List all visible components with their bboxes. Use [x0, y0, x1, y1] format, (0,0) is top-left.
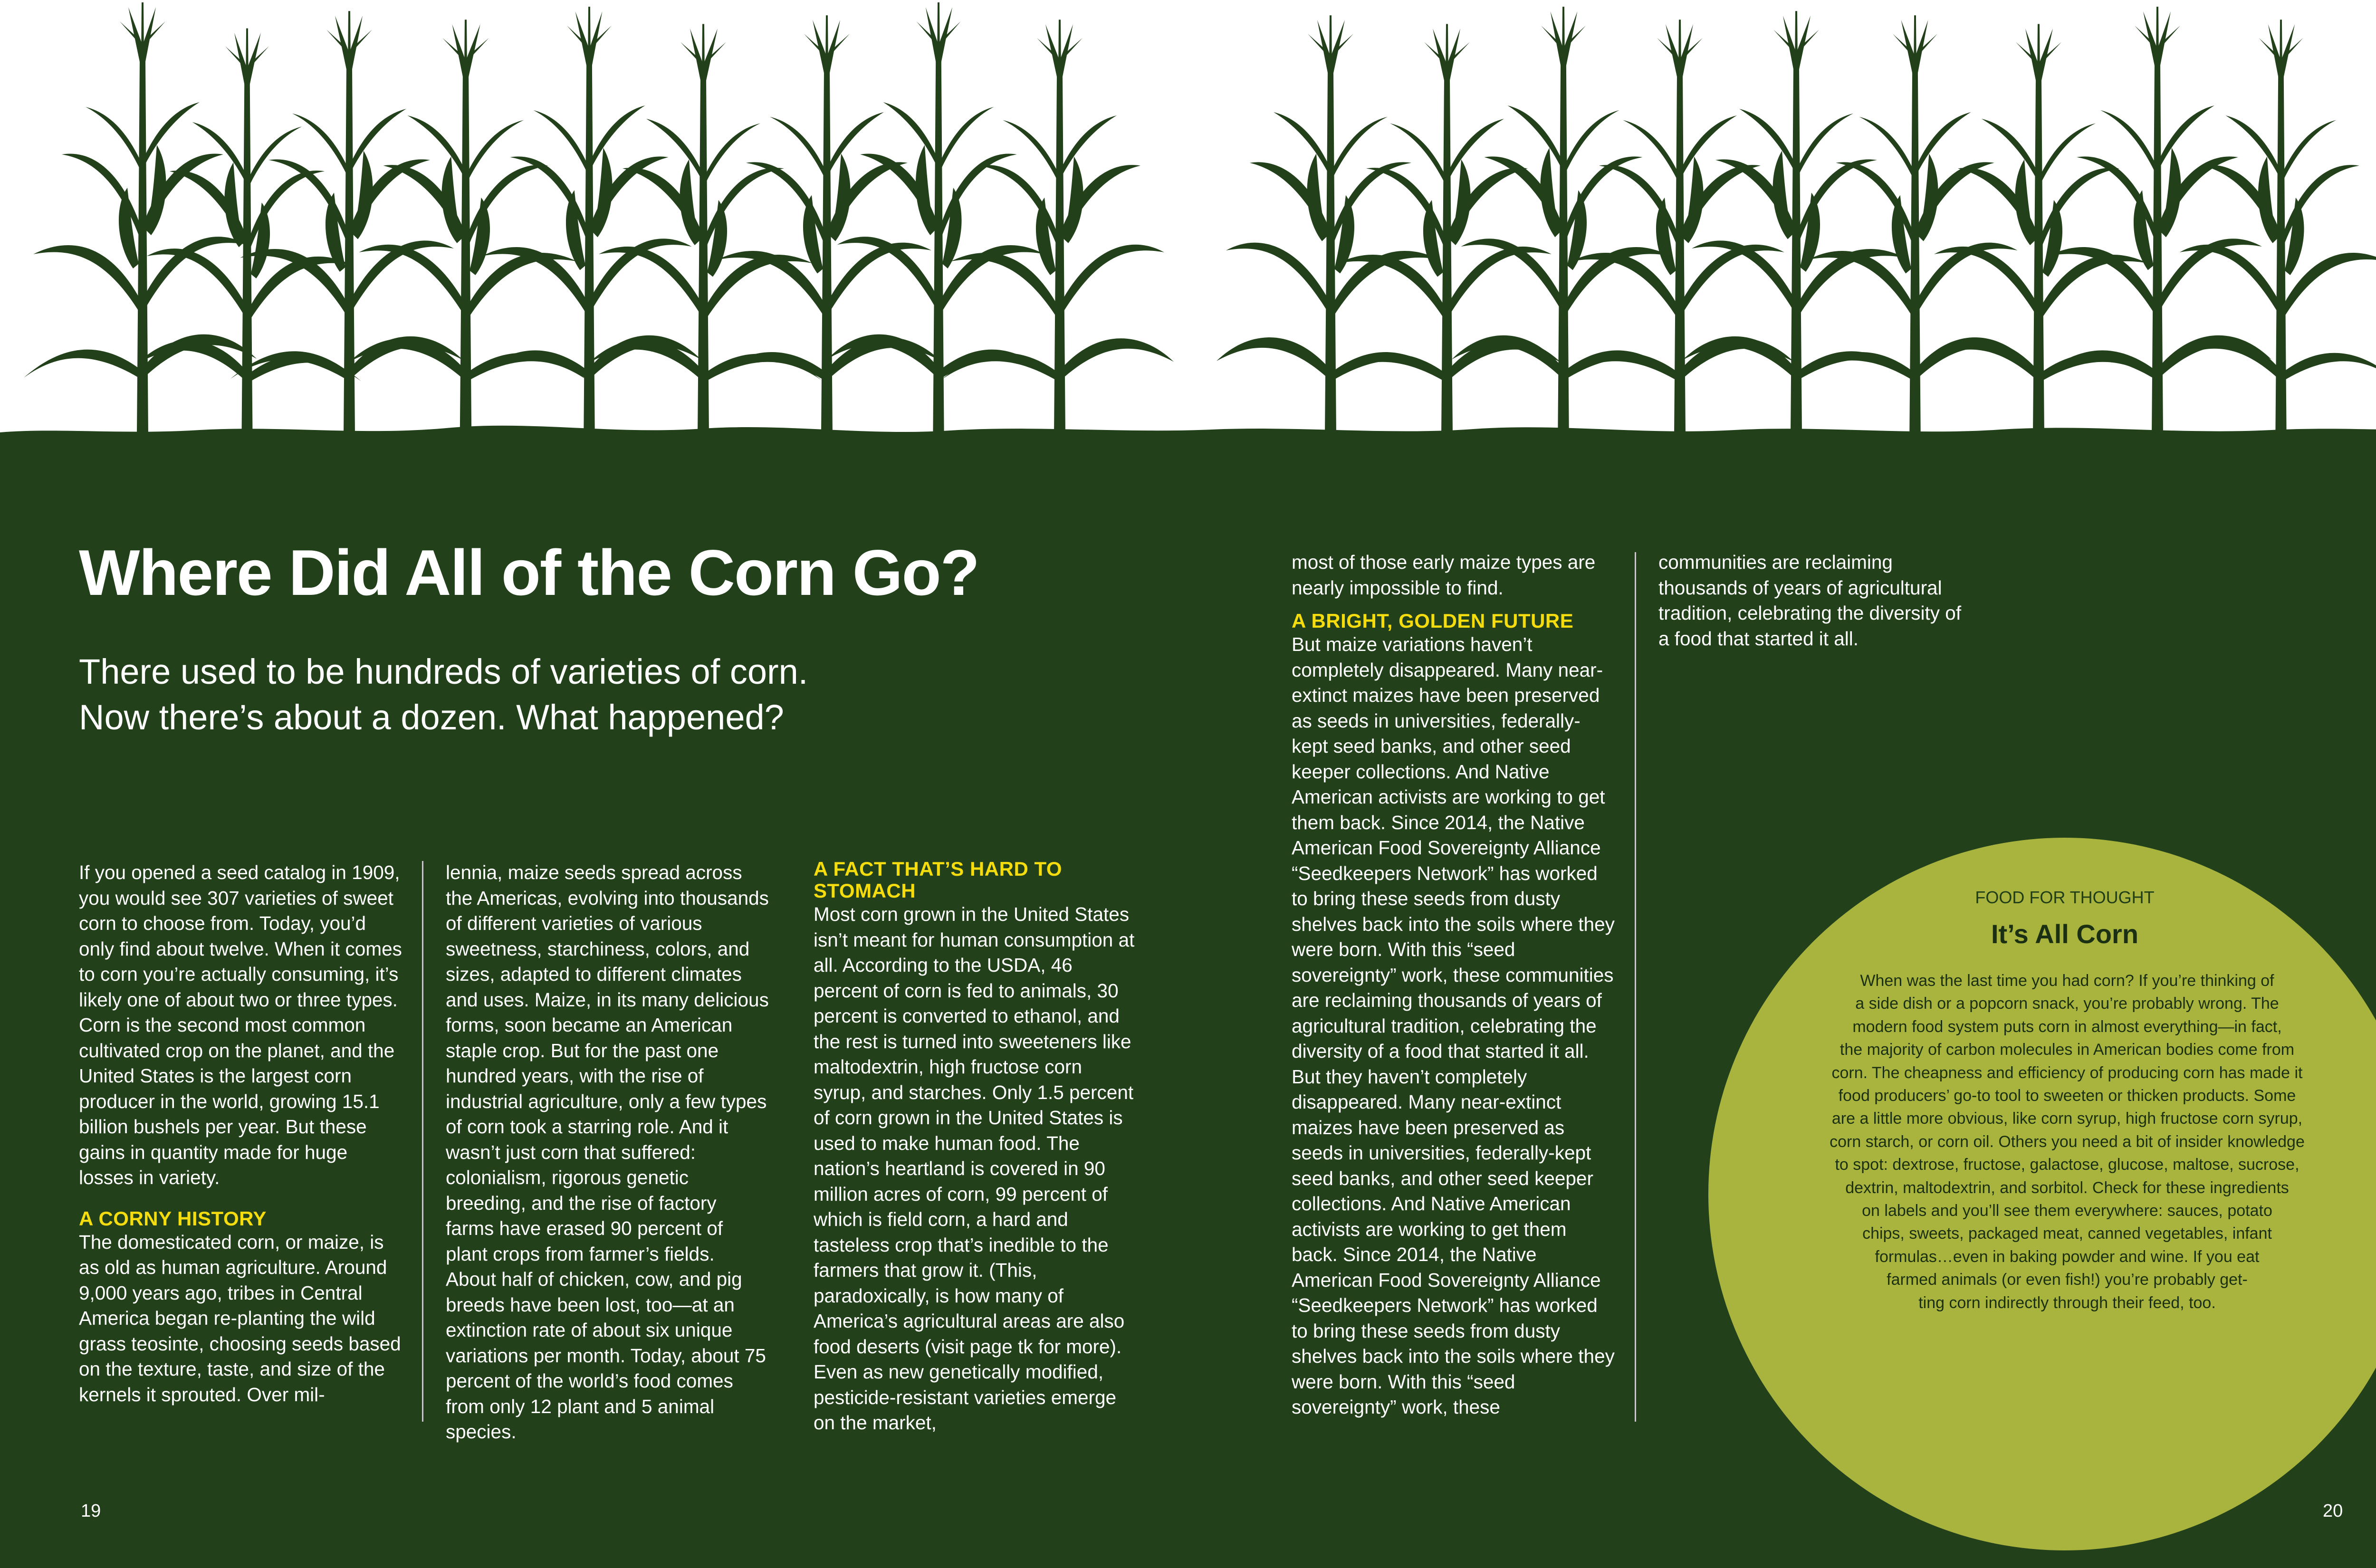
column-2 — [446, 860, 769, 1445]
sidebar-body — [1734, 969, 2376, 1314]
column-5 — [1658, 550, 1972, 651]
sidebar-category: FOOD FOR THOUGHT — [1975, 888, 2155, 907]
corny-history-heading: A CORNY HISTORY — [79, 1207, 267, 1230]
page-number-left: 19 — [81, 1501, 101, 1521]
sidebar-line: on labels and you’ll see them everywhere: sauces, potato — [1862, 1202, 2272, 1220]
sidebar-title: It’s All Corn — [1991, 919, 2139, 949]
golden-future-paragraph: But maize variations haven’t completely disappeared. Many near-extinct maizes have been preserved as seeds in universities, federally-kept seed banks, and other seed keeper collections. And Native American activists are working to get them back. Since 2014, the Native American Food Sovereignty Alliance “Seedkeepers Network” has worked to bring these seeds from dusty shelves back into the soils where they were born. With this “seed sovereignty” work, these communities are reclaiming thousands of years of agricultural tradition, celebrating the diversity of a food that started it all. But they haven’t completely disappeared. Many near-extinct maizes have been preserved as seeds in universities, federally-kept seed banks, and other seed keeper collections. And Native American activists are working to get them back. Since 2014, the Native American Food Sovereignty Alliance “Seedkeepers Network” has worked to bring these seeds from dusty shelves back into the soils where they were born. With this “seed sovereignty” work, these — [1292, 633, 1615, 1418]
column-divider — [1635, 552, 1636, 1422]
article-subtitle — [79, 649, 1172, 740]
sidebar-line: farmed animals (or even fish!) you’re probably get- — [1887, 1271, 2248, 1289]
history-continued-paragraph: lennia, maize seeds spread across the Americas, evolving into thousands of different varieties of various sweetness, starchiness, colors, and sizes, adapted to different climates and uses. Maize, in its many delicious forms, soon became an American staple crop. But for the past one hundred years, with the rise of industrial agriculture, only a few types of corn took a starring role. And it wasn’t just corn that suffered: colonialism, rigorous genetic breeding, and the rise of factory farms have erased 90 percent of plant crops from farmer’s fields. About half of chicken, cow, and pig breeds have been lost, too—at an extinction rate of about six unique variations per month. Today, about 75 percent of the world’s food comes from only 12 plant and 5 animal species. — [446, 861, 769, 1443]
cornfield-silhouette-icon — [0, 0, 2376, 456]
article-title: Where Did All of the Corn Go? — [79, 536, 979, 609]
sidebar-line: food producers’ go-to tool to sweeten or thicken products. Some — [1838, 1087, 2296, 1105]
fact-continued-paragraph: most of those early maize types are nearly impossible to find. — [1292, 551, 1596, 599]
sidebar-line: are a little more obvious, like corn syrup, high fructose corn syrup, — [1831, 1109, 2303, 1128]
fact-heading: A FACT THAT’S HARD TO STOMACH — [814, 858, 1063, 902]
column-divider — [422, 861, 423, 1422]
sidebar-line: formulas…even in baking powder and wine. If you eat — [1875, 1247, 2260, 1266]
sidebar-line: dextrin, maltodextrin, and sorbitol. Check for these ingredients — [1845, 1178, 2289, 1197]
fact-paragraph: Most corn grown in the United States isn’t meant for human consumption at all. According to the USDA, 46 percent of corn is fed to animals, 30 percent is converted to ethanol, and the rest is turned into sweeteners like maltodextrin, high fructose corn syrup, and starches. Only 1.5 percent of corn grown in the United States is used to make human food. The nation’s heartland is covered in 90 million acres of corn, 99 percent of which is field corn, a hard and tasteless crop that’s inedible to the farmers that grow it. (This, paradoxically, is how many of America’s agricultural areas are also food deserts (visit page tk for more). Even as new genetically modified, pesticide-resistant varieties emerge on the market, — [814, 903, 1135, 1434]
sidebar-line: When was the last time you had corn? If you’re thinking of — [1860, 972, 2274, 990]
sidebar-line: corn starch, or corn oil. Others you need a bit of insider knowledge — [1830, 1132, 2305, 1151]
sidebar-line: chips, sweets, packaged meat, canned vegetables, infant — [1862, 1224, 2272, 1243]
column-4 — [1292, 550, 1615, 1420]
sidebar-line: to spot: dextrose, fructose, galactose, glucose, maltose, sucrose, — [1835, 1156, 2299, 1174]
sidebar-line: ting corn indirectly through their feed, too. — [1918, 1293, 2216, 1312]
sidebar-line: a side dish or a popcorn snack, you’re probably wrong. The — [1855, 994, 2279, 1013]
column-3 — [814, 858, 1137, 1436]
golden-future-heading: A BRIGHT, GOLDEN FUTURE — [1292, 610, 1574, 632]
golden-future-continued-paragraph: communities are reclaiming thousands of years of agricultural tradition, celebrating the diversity of a food that started it all. — [1658, 551, 1962, 650]
subtitle-line: Now there’s about a dozen. What happened? — [79, 698, 784, 737]
subtitle-line: There used to be hundreds of varieties of corn. — [79, 652, 808, 691]
sidebar-line: modern food system puts corn in almost everything—in fact, — [1852, 1017, 2282, 1036]
sidebar-line: corn. The cheapness and efficiency of producing corn has made it — [1831, 1063, 2303, 1082]
sidebar-line: the majority of carbon molecules in American bodies come from — [1839, 1041, 2295, 1059]
intro-paragraph: If you opened a seed catalog in 1909, you would see 307 varieties of sweet corn to choose from. Today, you’d only find about twelve. When it comes to corn you’re actually consuming, it’s likely one of about two or three types. Corn is the second most common cultivated crop on the planet, and the United States is the largest corn producer in the world, growing 15.1 billion bushels per year. But these gains in quantity made for huge losses in variety. — [79, 861, 402, 1188]
corny-history-paragraph: The domesticated corn, or maize, is as old as human agriculture. Around 9,000 years ago, tribes in Central America began re-planting the wild grass teosinte, choosing seeds based on the texture, taste, and size of the kernels it sprouted. Over mil- — [79, 1231, 401, 1405]
column-1 — [79, 860, 402, 1407]
page-number-right: 20 — [2323, 1501, 2343, 1521]
